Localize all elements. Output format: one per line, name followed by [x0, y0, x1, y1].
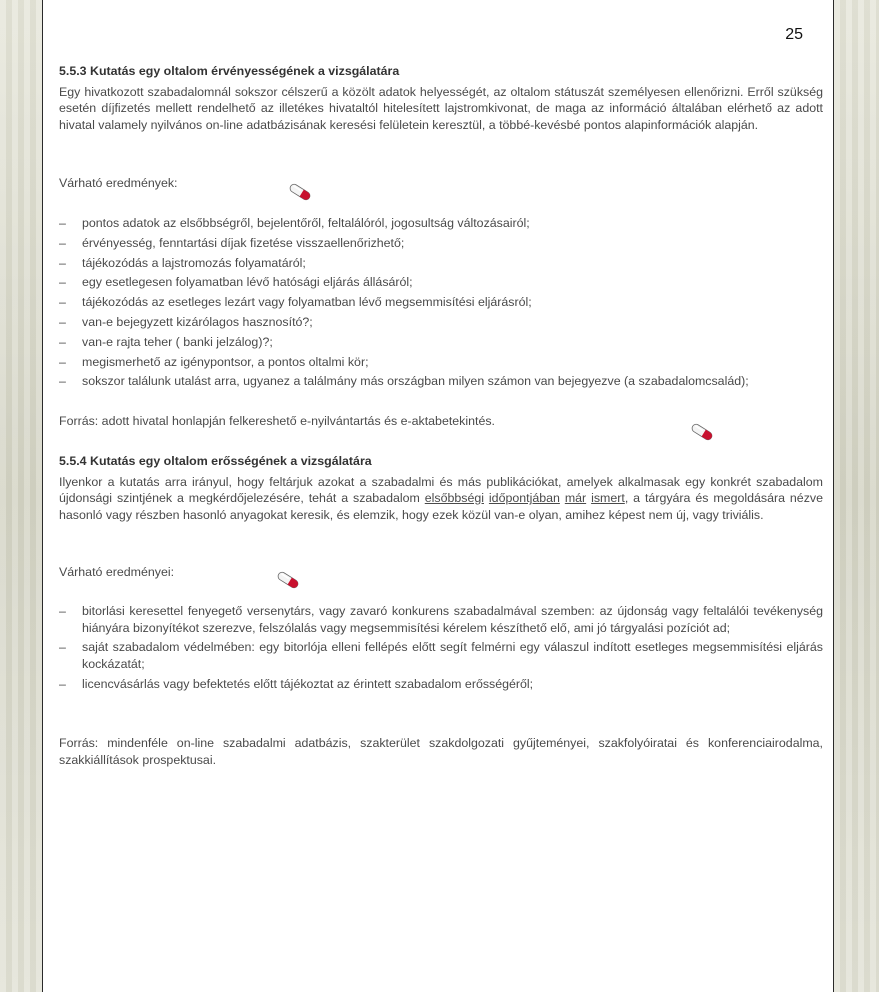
list-item: – van-e bejegyzett kizárólagos hasznosító?;: [59, 314, 823, 331]
list-item: – sokszor találunk utalást arra, ugyanez a találmány más országban milyen számon van bejegyezve (a szabadalomcsalád);: [59, 373, 823, 390]
underlined-word: elsőbbségi: [424, 491, 484, 505]
pill-capsule-icon: [275, 571, 301, 589]
document-page: [42, 0, 834, 992]
underlined-word: már: [564, 491, 587, 505]
section-553-expected-label: Várható eredmények:: [59, 176, 178, 190]
section-553-paragraph: Egy hivatkozott szabadalomnál sokszor célszerű a közölt adatok helyességét, az oltalom státuszát személyesen ellenőrizni. Erről szükség esetén díjfizetés mellett rendelhető az illetékes hivataltól hitelesített lajstromkivonat, de maga az információ általában elérhető az adott hivatal valamely nyilvános on-line adatbázisának keresési felületein keresztül, a többé-kevésbé pontos alapinformációk alapján.: [59, 84, 823, 132]
section-554: [59, 453, 823, 523]
section-553-source: Forrás: adott hivatal honlapján felkereshető e-nyilvántartás és e-aktabetekintés.: [59, 414, 495, 428]
pill-capsule-icon: [689, 423, 715, 441]
underlined-word: időpontjában: [488, 491, 560, 505]
section-553-results-list: [59, 215, 823, 393]
list-item: – saját szabadalom védelmében: egy bitorlója elleni fellépés előtt segít felmérni egy válaszul indított esetleges megsemmisítési eljárás kockázatát;: [59, 639, 823, 672]
list-item: – tájékozódás az esetleges lezárt vagy folyamatban lévő megsemmisítési eljárásról;: [59, 294, 823, 311]
section-553-heading: 5.5.3 Kutatás egy oltalom érvényességének a vizsgálatára: [59, 64, 400, 78]
section-554-expected-label: Várható eredményei:: [59, 565, 175, 579]
section-553: [59, 63, 823, 133]
list-item: – érvényesség, fenntartási díjak fizetése visszaellenőrizhető;: [59, 235, 823, 252]
list-item: – bitorlási keresettel fenyegető versenytárs, vagy zavaró konkurens szabadalmával szemben: az újdonság vagy feltalálói tevékenység hiányára bizonyítékot szerezve, felszólalás vagy megsemmisítési kérelem készíthető elő, ami jó tárgyalási pozíciót ad;: [59, 603, 823, 636]
underlined-word: ismert: [591, 491, 625, 505]
section-554-results-list: [59, 603, 823, 695]
section-554-paragraph-start: Ilyenkor a kutatás arra irányul, hogy feltárjuk azokat a szabadalmi és más publikációkat, amelyek alkalmasak egy konkrét szabadalom újdonsági szintjének a megkérdőjelezésére, tehát a szabadalom: [59, 474, 823, 505]
section-554-paragraph: [59, 474, 823, 524]
left-background-border: [0, 0, 42, 992]
pill-capsule-icon: [287, 183, 313, 201]
page-number: 25: [785, 26, 803, 43]
list-item: – megismerhető az igénypontsor, a pontos oltalmi kör;: [59, 354, 823, 371]
list-item: – tájékozódás a lajstromozás folyamatáról;: [59, 255, 823, 272]
section-554-heading: 5.5.4 Kutatás egy oltalom erősségének a vizsgálatára: [59, 454, 372, 468]
list-item: – egy esetlegesen folyamatban lévő hatósági eljárás állásáról;: [59, 274, 823, 291]
list-item: – licencvásárlás vagy befektetés előtt tájékoztat az érintett szabadalom erősségéről;: [59, 676, 823, 693]
list-item: – van-e rajta teher ( banki jelzálog)?;: [59, 334, 823, 351]
section-554-source: Forrás: mindenféle on-line szabadalmi adatbázis, szakterület szakdolgozati gyűjteményei, szakfolyóiratai és konferenciairodalma, szakkiállítások prospektusai.: [59, 736, 823, 767]
section-554-paragraph-end: , a tárgyára és megoldására nézve hasonló vagy részben hasonló anyagokat keresik, és elemzik, hogy ezek közül van-e olyan, amihez képest nem új, vagy triviális.: [59, 491, 823, 522]
right-background-border: [834, 0, 879, 992]
list-item: – pontos adatok az elsőbbségről, bejelentőről, feltalálóról, jogosultság változásairól;: [59, 215, 823, 232]
